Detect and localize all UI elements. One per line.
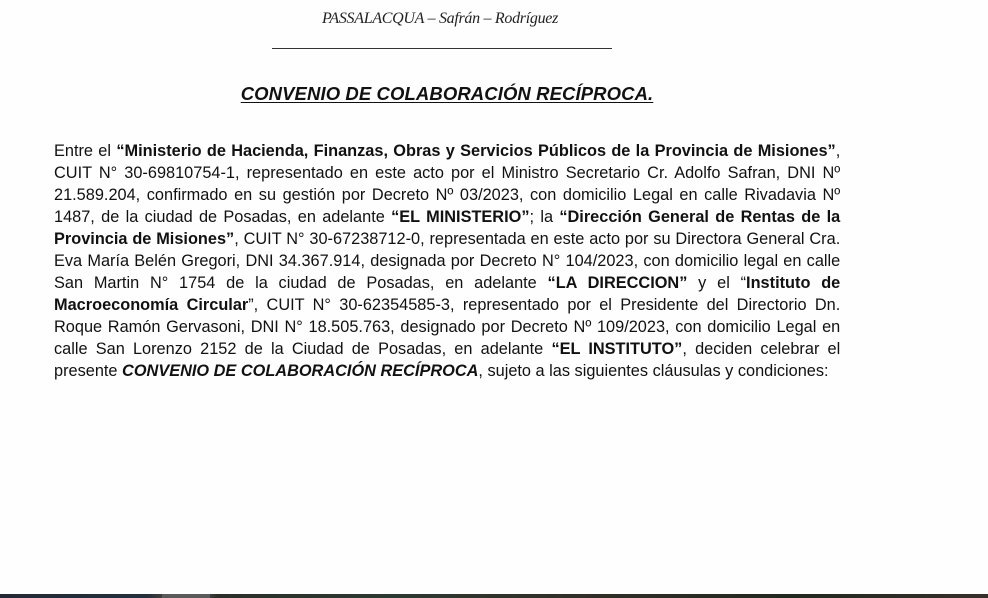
text-span: , deciden celebrar el presente xyxy=(54,339,841,380)
text-span: y el “ xyxy=(687,273,747,292)
party-instituto-name: Instituto de Macroeconomía Circular xyxy=(54,273,841,314)
text-span: , sujeto a las siguientes cláusulas y condiciones: xyxy=(478,361,829,380)
text-span: Entre el xyxy=(54,141,117,160)
party-direccion-alias: “LA DIRECCION” xyxy=(547,273,688,292)
text-span: , CUIT N° 30-69810754-1, representado en este acto por el Ministro Secretario Cr. Adolfo Safran, DNI Nº 21.589.204, confirmado en su gestión por Decreto Nº 03/2023, con domicilio Legal en calle Rivadavia Nº 1487, de la ciudad de Posadas, en adelante xyxy=(54,141,841,226)
text-span: ; la xyxy=(529,207,560,226)
text-span: ”, CUIT N° 30-62354585-3, representado por el Presidente del Directorio Dn. Roque Ramón Gervasoni, DNI N° 18.505.763, designado por Decreto Nº 109/2023, con domicilio Legal en calle San Lorenzo 2152 de la Ciudad de Posadas, en adelante xyxy=(54,295,841,358)
intro-paragraph xyxy=(54,140,840,382)
party-ministerio-name: “Ministerio de Hacienda, Finanzas, Obras y Servicios Públicos de la Provincia de Misiones” xyxy=(116,141,836,160)
party-direccion-name: “Dirección General de Rentas de la Provincia de Misiones” xyxy=(54,207,841,248)
bottom-edge-segment xyxy=(162,594,210,598)
agreement-name: CONVENIO DE COLABORACIÓN RECÍPROCA xyxy=(122,361,479,380)
party-ministerio-alias: “EL MINISTERIO” xyxy=(391,207,530,226)
bottom-edge-strip xyxy=(0,594,988,598)
header-divider xyxy=(272,48,612,49)
text-span: , CUIT N° 30-67238712-0, representada en este acto por su Directora General Cra. Eva María Belén Gregori, DNI 34.367.914, designada por Decreto N° 104/2023, con domicilio legal en calle San Martin N° 1754 de la ciudad de Posadas, en adelante xyxy=(54,229,841,292)
party-instituto-alias: “EL INSTITUTO” xyxy=(551,339,683,358)
document-title: CONVENIO DE COLABORACIÓN RECÍPROCA. xyxy=(240,83,654,104)
header-authors: PASSALACQUA – Safrán – Rodríguez xyxy=(321,10,559,27)
